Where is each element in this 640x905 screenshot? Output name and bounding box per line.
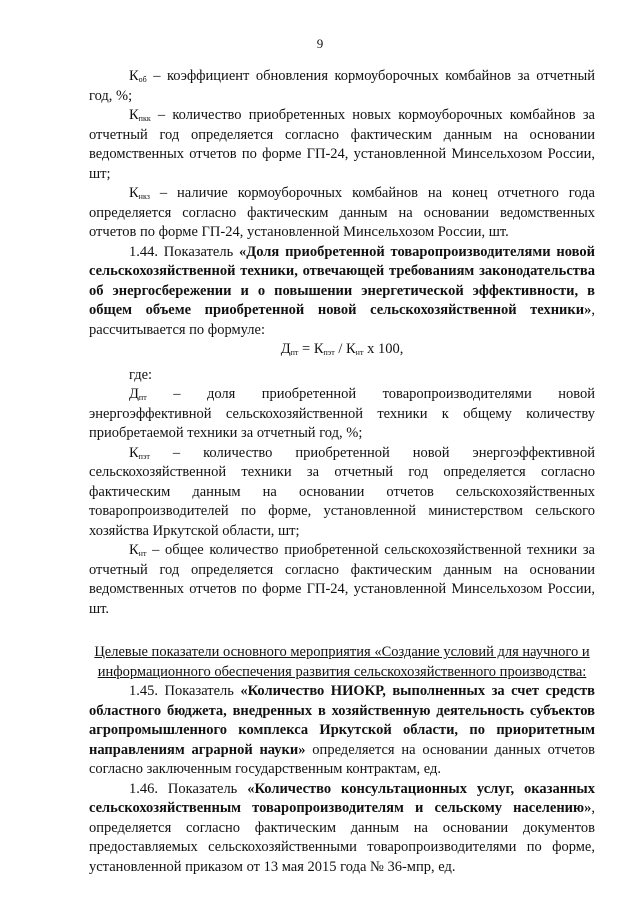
formula: $Д_{пт} = К_{пэт} / К_{нт}$ x 100,: [280, 341, 404, 357]
section-heading: Целевые показатели основного мероприятия «Создание условий для научного и информационного обеспечения развития сельскохозяйственного производства:: [94, 644, 590, 680]
page-number: 9: [316, 36, 324, 51]
indicator-1-46: 1.46. Показатель «Количество консультационных услуг, оказанных сельскохозяйственным товаропроизводителям и сельскому населению», определяется согласно фактическим данным на основании документов предоставляемых сельскохозяйственными товаропроизводителями по форме, установленной приказом от 13 мая 2015 года № 36-мпр, ед.: [89, 780, 595, 875]
definition-knkz: $К_{нкз}$ – наличие кормоуборочных комбайнов на конец отчетного года определяется согласно фактическим данным на основании ведомственных отчетов по форме ГП-24, установленной Минсельхозом России, шт.: [89, 185, 595, 240]
document-body: [89, 67, 595, 877]
definition-kpkk: $К_{пкк}$ – количество приобретенных новых кормоуборочных комбайнов за отчетный год определяется согласно фактическим данным на основании ведомственных отчетов по форме ГП-24, установленной Минсельхозом России, шт;: [89, 107, 595, 182]
definition-kpet: $К_{пэт}$ – количество приобретенной новой энергоэффективной сельскохозяйственной техники за отчетный год определяется согласно фактическим данным на основании отчетов сельскохозяйственных товаропроизводителей по форме, установленной министерством сельского хозяйства Иркутской области, шт;: [89, 444, 595, 539]
definition-kob: $К_{об}$ – коэффициент обновления кормоуборочных комбайнов за отчетный год, %;: [89, 68, 595, 104]
definition-knt: $К_{нт}$ – общее количество приобретенной сельскохозяйственной техники за отчетный год определяется согласно фактическим данным на основании ведомственных отчетов по форме ГП-24, установленной Минсельхозом России, шт.: [89, 542, 595, 617]
indicator-1-44: 1.44. Показатель «Доля приобретенной товаропроизводителями новой сельскохозяйственной техники, отвечающей требованиям законодательства об энергосбережении и о повышении энергетической эффективности, в общем объеме приобретенной новой сельскохозяйственной техники», рассчитывается по формуле:: [89, 243, 595, 338]
definition-dpt: $Д_{пт}$ – доля приобретенной товаропроизводителями новой энергоэффективной сельскохозяйственной техники к общему количеству приобретаемой техники за отчетный год, %;: [89, 386, 595, 441]
indicator-1-45: 1.45. Показатель «Количество НИОКР, выполненных за счет средств областного бюджета, внедренных в хозяйственную деятельность субъектов агропромышленного комплекса Иркутской области, по приоритетным направлениям аграрной науки» определяется на основании данных отчетов согласно заключенным государственным контрактам, ед.: [89, 683, 595, 777]
where-label: где:: [129, 366, 153, 383]
